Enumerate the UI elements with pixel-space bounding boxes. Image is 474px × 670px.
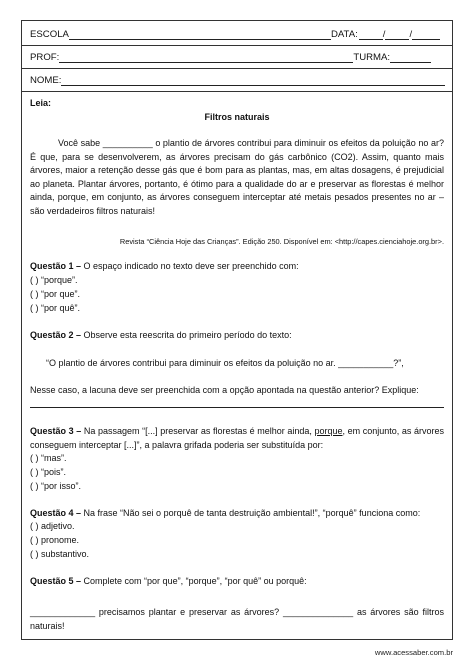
q1-option-porque[interactable]: ( ) “porque”. [30,275,78,285]
q2-answer-line[interactable] [30,407,444,408]
name-label: NOME: [30,75,62,86]
school-field[interactable] [69,30,331,40]
q1-option-por-que-acento[interactable]: ( ) “por quê”. [30,303,81,313]
leia-label: Leia: [30,98,52,108]
question-3-label: Questão 3 – [30,426,82,436]
header-divider-2 [22,68,452,69]
q4-option-substantivo[interactable]: ( ) substantivo. [30,549,90,559]
source-citation: Revista “Ciência Hoje das Crianças”. Edição 250. Disponível em: <http://capes.cienciahoje.org.br>. [119,237,444,246]
question-5-text: Complete com “por que”, “porque”, “por quê” ou porquê: [81,576,307,586]
q1-option-por-que[interactable]: ( ) “por que”. [30,289,81,299]
school-label: ESCOLA [30,29,69,40]
question-2-quote: “O plantio de árvores contribui para diminuir os efeitos da poluição no ar. ___________?”, [46,358,404,368]
q4-option-adjetivo[interactable]: ( ) adjetivo. [30,521,75,531]
date-month-field[interactable] [385,30,409,40]
header-divider-3 [22,91,452,92]
q4-option-pronome[interactable]: ( ) pronome. [30,535,80,545]
text-title: Filtros naturais [204,112,270,122]
class-field[interactable] [390,53,431,63]
name-field[interactable] [61,76,445,86]
q3-option-por-isso[interactable]: ( ) “por isso”. [30,481,82,491]
question-2-text: Observe esta reescrita do primeiro período do texto: [81,330,292,340]
q3-option-mas[interactable]: ( ) “mas”. [30,453,67,463]
reading-paragraph: Você sabe __________ o plantio de árvores contribui para diminuir os efeitos da poluição no ar? É que, para se desenvolverem, as árvores precisam do gás carbônico (CO2). Assim, quanto mais árvores, maior a retenção desse gás que é bom para as plantas, mas, em altas dosagens, é prejudicial ao planeta. Plantar árvores, portanto, é ótimo para a qualidade do ar e preservar as florestas é melhor ainda, porque, em conjunto, as árvores conseguem interceptar até metais pesados presentes no ar – são verdadeiros filtros naturais! [30,138,444,216]
question-3-text-before: Na passagem “[...] preservar as florestas é melhor ainda, [81,426,315,436]
question-3-underlined-word: porque [314,426,343,436]
question-3-prompt [30,425,444,452]
date-label: DATA: [330,29,358,40]
header-row-name [22,75,452,89]
question-5-prompt [30,574,444,588]
question-4-prompt [30,506,444,520]
question-2-label: Questão 2 – [30,330,82,340]
question-2-followup: Nesse caso, a lacuna deve ser preenchida com a opção apontada na questão anterior? Explique: [30,385,419,395]
header-row-school: ESCOLA DATA: / / [22,29,452,43]
date-year-field[interactable] [412,30,440,40]
date-day-field[interactable] [359,30,383,40]
class-label: TURMA: [353,52,391,63]
question-1-label: Questão 1 – [30,261,82,271]
question-1-text: O espaço indicado no texto deve ser preenchido com: [81,261,299,271]
worksheet-frame [21,20,453,640]
teacher-field[interactable] [59,53,353,63]
header-row-teacher [22,52,452,66]
question-3-text-after: , em conjunto, as árvores conseguem interceptar [...]”, a palavra grifada poderia ser substituída por: [30,426,444,450]
question-5-label: Questão 5 – [30,576,82,586]
question-4-label: Questão 4 – [30,508,82,518]
header-divider-1 [22,45,452,46]
q3-option-pois[interactable]: ( ) “pois”. [30,467,66,477]
teacher-label: PROF: [30,52,60,63]
question-5-answer-line: _____________ precisamos plantar e preservar as árvores? ______________ as árvores são filtros naturais! [30,607,444,631]
question-1-prompt [30,259,444,273]
question-4-text: Na frase “Não sei o porquê de tanta destruição ambiental!”, “porquê” funciona como: [81,508,421,518]
question-2-prompt [30,328,444,342]
footer-site-url[interactable]: www.acessaber.com.br [374,648,453,657]
